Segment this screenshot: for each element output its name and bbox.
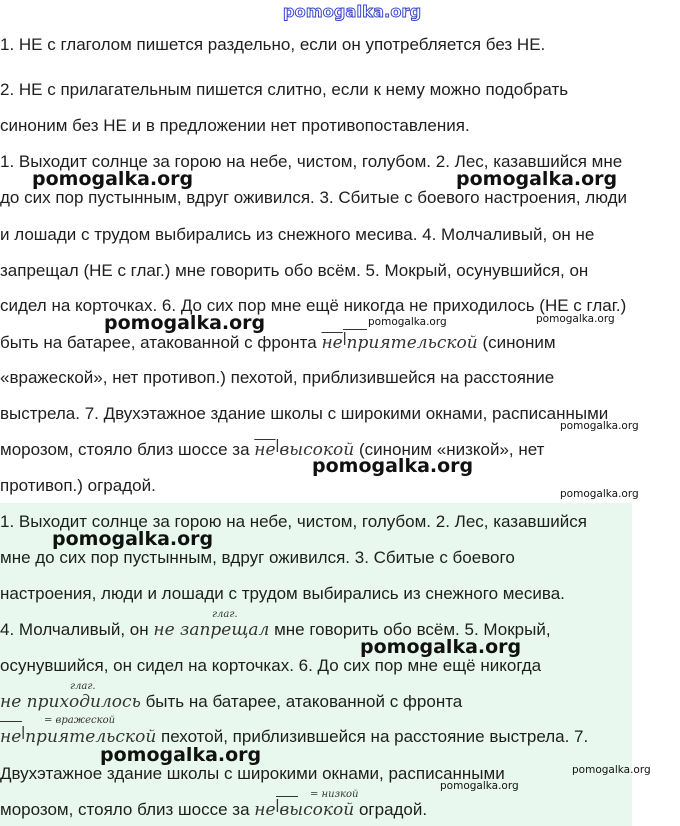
watermark: pomogalka.org: [456, 168, 618, 190]
para1-line-7: «вражеской», нет противоп.) пехотой, приблизившейся на расстояние: [0, 368, 555, 387]
rule-2-line-2: синоним без НЕ и в предложении нет противопоставления.: [0, 116, 470, 135]
watermark: pomogalka.org: [52, 528, 214, 550]
para1-line-6-end: (синоним: [482, 333, 556, 352]
para1-line-4: запрещал (НЕ с глаг.) мне говорить обо всём. 5. Мокрый, осунувшийся, он: [0, 261, 589, 280]
rule-2-line-1: 2. НЕ с прилагательным пишется слитно, если к нему можно подобрать: [0, 80, 569, 99]
para1-line-10: противоп.) оградой.: [0, 476, 156, 495]
para2-grammar-note-1: глаг.: [212, 609, 238, 620]
para1-line-5: сидел на корточках. 6. До сих пор мне ещё никогда не приходилось (НЕ с глаг.): [0, 296, 627, 315]
watermark-small: pomogalka.org: [560, 420, 639, 432]
para2-line-9: [0, 800, 427, 822]
watermark-small: pomogalka.org: [560, 488, 639, 500]
watermark: pomogalka.org: [360, 636, 522, 658]
para2-line-3: настроения, люди и лошади с трудом выбирались из снежного месива.: [0, 584, 565, 603]
watermark-small: pomogalka.org: [572, 764, 651, 776]
para2-line-6-end: быть на батарее, атакованной с фронта: [145, 692, 463, 711]
para2-line-8: Двухэтажное здание школы с широкими окнами, расписанными: [0, 764, 505, 783]
para1-line-6: [0, 333, 556, 355]
para1-line-9-end: (синоним «низкой», нет: [358, 440, 545, 459]
watermark-underline: [343, 329, 367, 330]
para2-line-7: [0, 727, 588, 749]
watermark-small: pomogalka.org: [440, 780, 519, 792]
para2-line-7-end: пехотой, приблизившейся на расстояние выстрела. 7.: [161, 727, 589, 746]
top-watermark: pomogalka.org: [283, 2, 422, 21]
watermark: pomogalka.org: [32, 168, 194, 190]
para2-line-9-start: морозом, стояло близ шоссе за: [0, 800, 250, 819]
para2-line-2: мне до сих пор пустынным, вдруг оживился. 3. Сбитые с боевого: [0, 548, 515, 567]
para2-annotated-adjective-1: $не^ǀприятельской$: [0, 725, 157, 747]
watermark: pomogalka.org: [100, 744, 262, 766]
rule-1: 1. НЕ с глаголом пишется раздельно, если он употребляется без НЕ.: [0, 35, 546, 54]
watermark: pomogalka.org: [312, 455, 474, 477]
para1-line-2: до сих пор пустынным, вдруг оживился. 3. Сбитые с боевого настроения, люди: [0, 188, 627, 207]
watermark-small: pomogalka.org: [536, 313, 615, 325]
para2-synonym-note-2: = низкой: [310, 789, 359, 800]
para1-annotated-word: $не^ǀприятельской$: [321, 331, 478, 353]
para1-line-3: и лошади с трудом выбирались из снежного месива. 4. Молчаливый, он не: [0, 225, 595, 244]
watermark: pomogalka.org: [104, 312, 266, 334]
para1-line-9-start: морозом, стояло близ шоссе за: [0, 440, 250, 459]
para1-annotated-word-2: $не^ǀвысокой$: [254, 438, 355, 460]
watermark-small: pomogalka.org: [368, 316, 447, 328]
para1-line-8: выстрела. 7. Двухэтажное здание школы с широкими окнами, расписанными: [0, 404, 609, 423]
para2-line-6: [0, 692, 462, 712]
para2-grammar-note-2: глаг.: [70, 681, 96, 692]
para2-line-1: 1. Выходит солнце за горою на небе, чистом, голубом. 2. Лес, казавшийся: [0, 512, 587, 531]
prefix-marker-1: [0, 721, 22, 722]
para2-line-4-end: мне говорить обо всём. 5. Мокрый,: [274, 620, 551, 639]
para2-line-9-end: оградой.: [358, 800, 428, 819]
para2-line-4-start: 4. Молчаливый, он: [0, 620, 149, 639]
para2-line-5: осунувшийся, он сидел на корточках. 6. До сих пор мне ещё никогда: [0, 656, 542, 675]
para1-line-6-start: быть на батарее, атакованной с фронта: [0, 333, 317, 352]
para2-annotated-adjective-2: $не^ǀвысокой$: [254, 798, 355, 820]
para2-annotated-verb-1: не запрещал: [153, 620, 270, 640]
prefix-marker-2: [276, 796, 298, 797]
para2-synonym-note-1: = вражеской: [44, 715, 116, 726]
para1-line-1: 1. Выходит солнце за горою на небе, чистом, голубом. 2. Лес, казавшийся мне: [0, 152, 623, 171]
para2-annotated-verb-2: не приходилось: [0, 692, 141, 712]
